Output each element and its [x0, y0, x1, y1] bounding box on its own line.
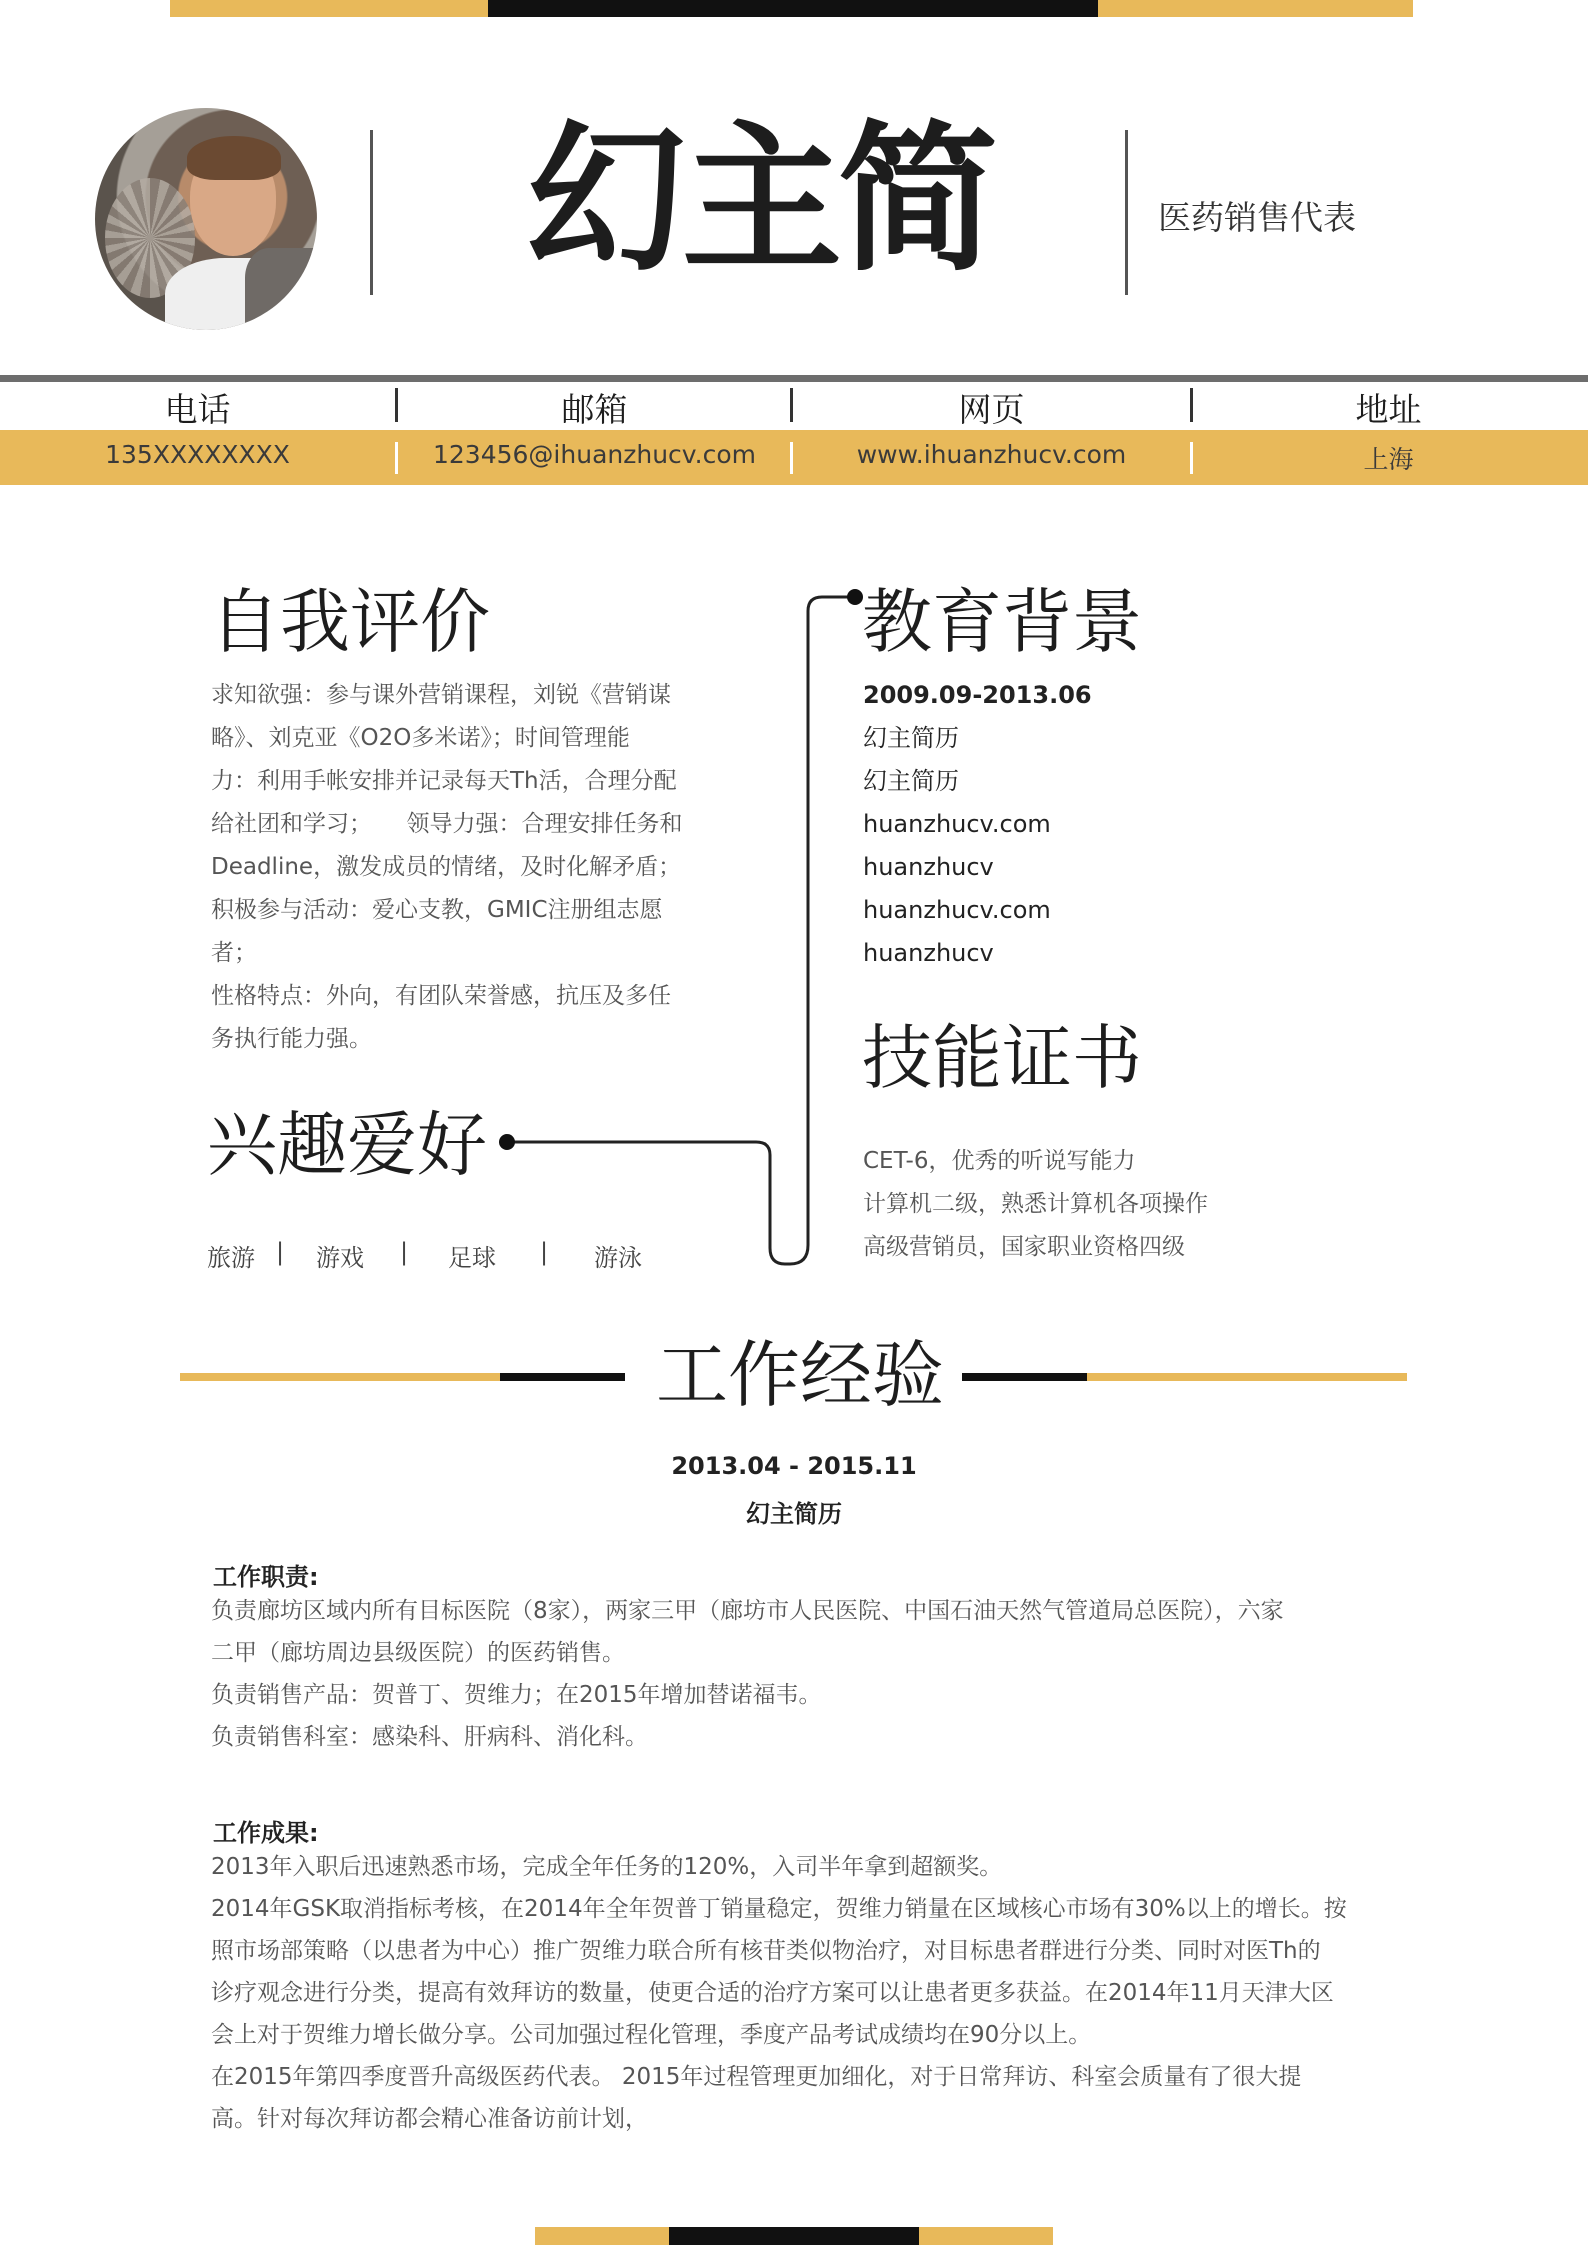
contact-value-web[interactable]: www.ihuanzhucv.com	[856, 440, 1127, 469]
work-date: 2013.04 - 2015.11	[671, 1452, 917, 1480]
contact-value-email[interactable]: 123456@ihuanzhucv.com	[433, 440, 756, 469]
result-line: 2013年入职后迅速熟悉市场，完成全年任务的120%，入司半年拿到超额奖。	[211, 1854, 1003, 1880]
hobby-item: 足球	[448, 1244, 496, 1272]
work-results	[211, 1846, 1371, 2140]
result-line: 会上对于贺维力增长做分享。公司加强过程化管理，季度产品考试成绩均在90分以上。	[211, 2022, 1092, 2048]
result-line: 在2015年第四季度晋升高级医药代表。 2015年过程管理更加细化，对于日常拜访、科室会质量有了很大提	[211, 2064, 1302, 2090]
education-line: huanzhucv.com	[863, 810, 1051, 838]
self-eval-line: 积极参与活动：爱心支教，GMIC注册组志愿	[211, 897, 663, 923]
work-duties	[211, 1590, 1371, 1758]
education-line: huanzhucv	[863, 939, 994, 967]
hobby-item: 游泳	[594, 1244, 642, 1272]
hobby-item: 游戏	[316, 1244, 364, 1272]
job-title: 医药销售代表	[1158, 198, 1356, 237]
hobby-separator: |	[400, 1238, 409, 1266]
result-line: 照市场部策略（以患者为中心）推广贺维力联合所有核苷类似物治疗，对目标患者群进行分类、同时对医Th的	[211, 1938, 1321, 1964]
education-line: 幻主简历	[863, 767, 959, 795]
hobby-separator: |	[540, 1238, 549, 1266]
contact-value-address: 上海	[1363, 445, 1414, 474]
hobby-separator: |	[276, 1238, 285, 1266]
work-results-title: 工作成果:	[213, 1819, 319, 1847]
education-line: 幻主简历	[863, 724, 959, 752]
education-line: huanzhucv.com	[863, 896, 1051, 924]
duty-line: 负责销售产品：贺普丁、贺维力；在2015年增加替诺福韦。	[211, 1682, 822, 1708]
work-rule-left-gold	[180, 1373, 500, 1381]
hobby-item: 旅游	[207, 1244, 255, 1272]
bottom-bar-right	[919, 2227, 1053, 2245]
skill-line: 高级营销员，国家职业资格四级	[863, 1234, 1185, 1260]
self-eval-line: 性格特点：外向，有团队荣誉感，抗压及多任	[211, 983, 671, 1009]
duty-line: 负责廊坊区域内所有目标医院（8家），两家三甲（廊坊市人民医院、中国石油天然气管道局总医院），六家	[211, 1598, 1284, 1624]
bottom-bar-left	[535, 2227, 669, 2245]
contact-label-email: 邮箱	[561, 390, 628, 429]
result-line: 诊疗观念进行分类，提高有效拜访的数量，使更合适的治疗方案可以让患者更多获益。在2014年11月天津大区	[211, 1980, 1334, 2006]
candidate-name: 幻主简	[525, 106, 994, 293]
self-eval-line: 求知欲强：参与课外营销课程，刘锐《营销谋	[211, 682, 671, 708]
duty-line: 二甲（廊坊周边县级医院）的医药销售。	[211, 1640, 625, 1666]
contact-label-web: 网页	[958, 390, 1025, 429]
hobbies-title: 兴趣爱好	[207, 1104, 487, 1186]
work-duties-title: 工作职责:	[213, 1563, 319, 1591]
self-evaluation-title: 自我评价	[210, 581, 490, 663]
skill-line: 计算机二级，熟悉计算机各项操作	[863, 1191, 1208, 1217]
self-eval-line: 给社团和学习； 领导力强：合理安排任务和	[211, 811, 683, 837]
result-line: 高。针对每次拜访都会精心准备访前计划，	[211, 2106, 648, 2132]
contact-value-phone: 135XXXXXXXX	[105, 440, 290, 469]
work-rule-right-gold	[1087, 1373, 1407, 1381]
skills-text	[863, 1140, 1423, 1269]
skills-title: 技能证书	[862, 1017, 1142, 1099]
result-line: 2014年GSK取消指标考核，在2014年全年贺普丁销量稳定，贺维力销量在区域核心市场有30%以上的增长。按	[211, 1896, 1347, 1922]
self-eval-line: 力：利用手帐安排并记录每天Th活，合理分配	[211, 768, 677, 794]
work-title: 工作经验	[650, 1330, 950, 1420]
skill-line: CET-6，优秀的听说写能力	[863, 1148, 1136, 1174]
contact-label-phone: 电话	[164, 390, 231, 429]
education-title: 教育背景	[862, 581, 1142, 663]
work-company: 幻主简历	[746, 1500, 842, 1528]
contact-label-address: 地址	[1355, 390, 1422, 429]
self-eval-line: 略》、刘克亚《O2O多米诺》；时间管理能	[211, 725, 630, 751]
work-rule-left-black	[500, 1373, 625, 1381]
education-block	[863, 674, 1423, 975]
education-line: huanzhucv	[863, 853, 994, 881]
work-rule-right-black	[962, 1373, 1087, 1381]
duty-line: 负责销售科室：感染科、肝病科、消化科。	[211, 1724, 648, 1750]
education-date: 2009.09-2013.06	[863, 681, 1092, 709]
bottom-bar-center	[669, 2227, 919, 2245]
self-evaluation-text	[211, 674, 731, 1061]
self-eval-line: 务执行能力强。	[211, 1026, 372, 1052]
self-eval-line: Deadline，激发成员的情绪，及时化解矛盾；	[211, 854, 682, 880]
self-eval-line: 者；	[211, 940, 257, 966]
